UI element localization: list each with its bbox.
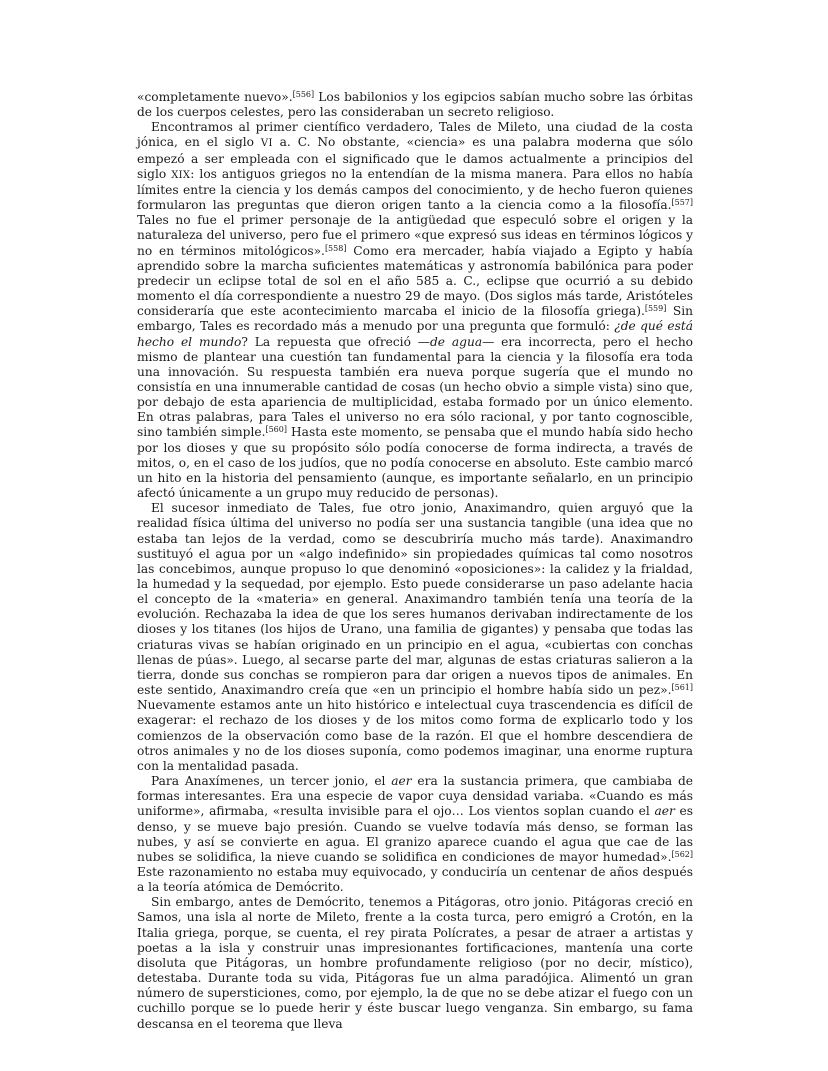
text-run: es denso, y se mueve bajo presión. Cuando se vuelve todavía más denso, se forman las nubes, y así se convierte en agua. El granizo aparece cuando el agua que cae de las nubes se solidifica, la nieve cuando se solidifica en condiciones de mayor humedad». — [137, 804, 694, 864]
text-run: Para Anaxímenes, un tercer jonio, el — [151, 774, 392, 789]
footnote-ref: [560] — [265, 425, 287, 435]
paragraph-1 — [137, 90, 693, 120]
paragraph-3 — [137, 501, 693, 774]
text-run: Este razonamiento no estaba muy equivocado, y conduciría un centenar de años después a la teoría atómica de Demócrito. — [137, 864, 693, 895]
text-run: El sucesor inmediato de Tales, fue otro jonio, Anaximandro, quien arguyó que la realidad física última del universo no podía ser una sustancia tangible (una idea que no estaba tan lejos de la verdad, como se descubriría mucho más tarde). Anaximandro sustituyó el agua por un «algo indefinido» sin propiedades químicas tal como nosotros las concebimos, aunque propuso lo que denominó «oposiciones»: la calidez y la frialdad, la humedad y la sequedad, por ejemplo. Esto puede considerarse un paso adelante hacia el concepto de la «materia» en general. Anaximandro también tenía una teoría de la evolución. Rechazaba la idea de que los seres humanos derivaban indirectamente de los dioses y los titanes (los hijos de Urano, una familia de gigantes) y pensaba que todas las criaturas vivas se habían originado en un principio en el agua, «cubiertas con conchas llenas de púas». Luego, al secarse parte del mar, algunas de estas criaturas salieron a la tierra, donde sus conchas se rompieron para dar origen a nuevos tipos de animales. En este sentido, Anaximandro creía que «en un principio el hombre había sido un pez». — [137, 501, 693, 698]
text-run: Sin embargo, Tales es recordado más a menudo por una pregunta que formuló: — [137, 304, 693, 334]
footnote-ref: [561] — [671, 683, 693, 693]
paragraph-2 — [137, 120, 693, 501]
footnote-ref: [558] — [324, 243, 347, 253]
text-run: ? La repuesta que ofreció — — [241, 334, 430, 349]
text-run: Sin embargo, antes de Demócrito, tenemos a Pitágoras, otro jonio. Pitágoras creció en Samos, una isla al norte de Mileto, frente a la costa turca, pero emigró a Crotón, en la Italia griega, porque, se cuenta, el rey pirata Polícrates, a pesar de atraer a artistas y poetas a la isla y construir unas impresionantes fortificaciones, mantenía una corte disoluta que Pitágoras, un hombre profundamente religioso (por no decir, místico), detestaba. Durante toda su vida, Pitágoras fue un alma paradójica. Alimentó un gran número de supersticiones, como, por ejemplo, la de que no se debe atizar el fuego con un cuchillo porque se lo puede herir y éste buscar luego venganza. Sin embargo, su fama descansa en el teorema que lleva — [137, 895, 693, 1031]
text-run: Encontramos al primer científico verdadero, Tales de Mileto, una ciudad de la costa jónica, en el siglo — [137, 120, 693, 150]
footnote-ref: [556] — [292, 90, 315, 99]
century-numeral: XIX — [171, 169, 191, 181]
italic-text: aer — [654, 804, 675, 819]
italic-text: ¿de qué está hecho el mundo — [137, 319, 693, 349]
text-run: Tales no fue el primer personaje de la antigüedad que especuló sobre el origen y la naturaleza del universo, pero fue el primero «que expresó sus ideas en términos lógicos y no en términos mitológicos». — [137, 213, 693, 258]
book-page-text — [137, 90, 693, 1032]
century-numeral: VI — [260, 138, 273, 150]
text-run: Los babilonios y los egipcios sabían mucho sobre las órbitas de los cuerpos celestes, pero las consideraban un secreto religioso. — [137, 90, 693, 120]
italic-text: de agua — [430, 334, 483, 349]
text-run: : los antiguos griegos no la entendían de la misma manera. Para ellos no había límites entre la ciencia y los demás campos del conocimiento, y de hecho fueron quienes formularon las preguntas que dieron origen tanto a la ciencia como a la filosofía. — [137, 166, 693, 213]
italic-text: aer — [391, 774, 412, 789]
text-run: era la sustancia primera, que cambiaba de formas interesantes. Era una especie de vapor cuya densidad variaba. «Cuando es más uniforme», afirmaba, «resulta invisible para el ojo… Los vientos soplan cuando el — [137, 774, 693, 819]
text-run: Nuevamente estamos ante un hito histórico e intelectual cuya trascendencia es difícil de exagerar: el rechazo de los dioses y de los mitos como forma de explicarlo todo y los comienzos de la observación como base de la razón. El que el hombre descendiera de otros animales y no de los dioses suponía, como podemos imaginar, una enorme ruptura con la mentalidad pasada. — [137, 698, 693, 773]
text-run: — era incorrecta, pero el hecho mismo de plantear una cuestión tan fundamental para la ciencia y la filosofía era toda una innovación. Su respuesta también era nueva porque sugería que el mundo no consistía en una innumerable cantidad de cosas (un hecho obvio a simple vista) sino que, por debajo de esta apariencia de multiplicidad, estaba formado por un único elemento. En otras palabras, para Tales el universo no era sólo racional, y por tanto cognoscible, sino también simple. — [137, 334, 694, 440]
text-run: Hasta este momento, se pensaba que el mundo había sido hecho por los dioses y que su propósito sólo podía conocerse de forma indirecta, a través de mitos, o, en el caso de los judíos, que no podía conocerse en absoluto. Este cambio marcó un hito en la historia del pensamiento (aunque, es importante señalarlo, en un principio afectó únicamente a un grupo muy reducido de personas). — [137, 425, 693, 501]
footnote-ref: [557] — [671, 198, 693, 208]
text-run: Como era mercader, había viajado a Egipto y había aprendido sobre la marcha suficientes matemáticas y astronomía babilónica para poder predecir un eclipse total de sol en el año 585 a. C., eclipse que ocurrió a su debido momento el día correspondiente a nuestro 29 de mayo. (Dos siglos más tarde, Aristóteles consideraría que este acontecimiento marcaba el inicio de la filosofía griega). — [137, 243, 693, 319]
paragraph-4 — [137, 774, 693, 895]
text-run: «completamente nuevo». — [137, 90, 293, 104]
paragraph-5 — [137, 895, 693, 1031]
footnote-ref: [559] — [644, 304, 667, 314]
text-run: a. C. No obstante, «ciencia» es una palabra moderna que sólo empezó a ser empleada con el significado que le damos actualmente a principios del siglo — [137, 135, 694, 181]
footnote-ref: [562] — [671, 849, 693, 859]
